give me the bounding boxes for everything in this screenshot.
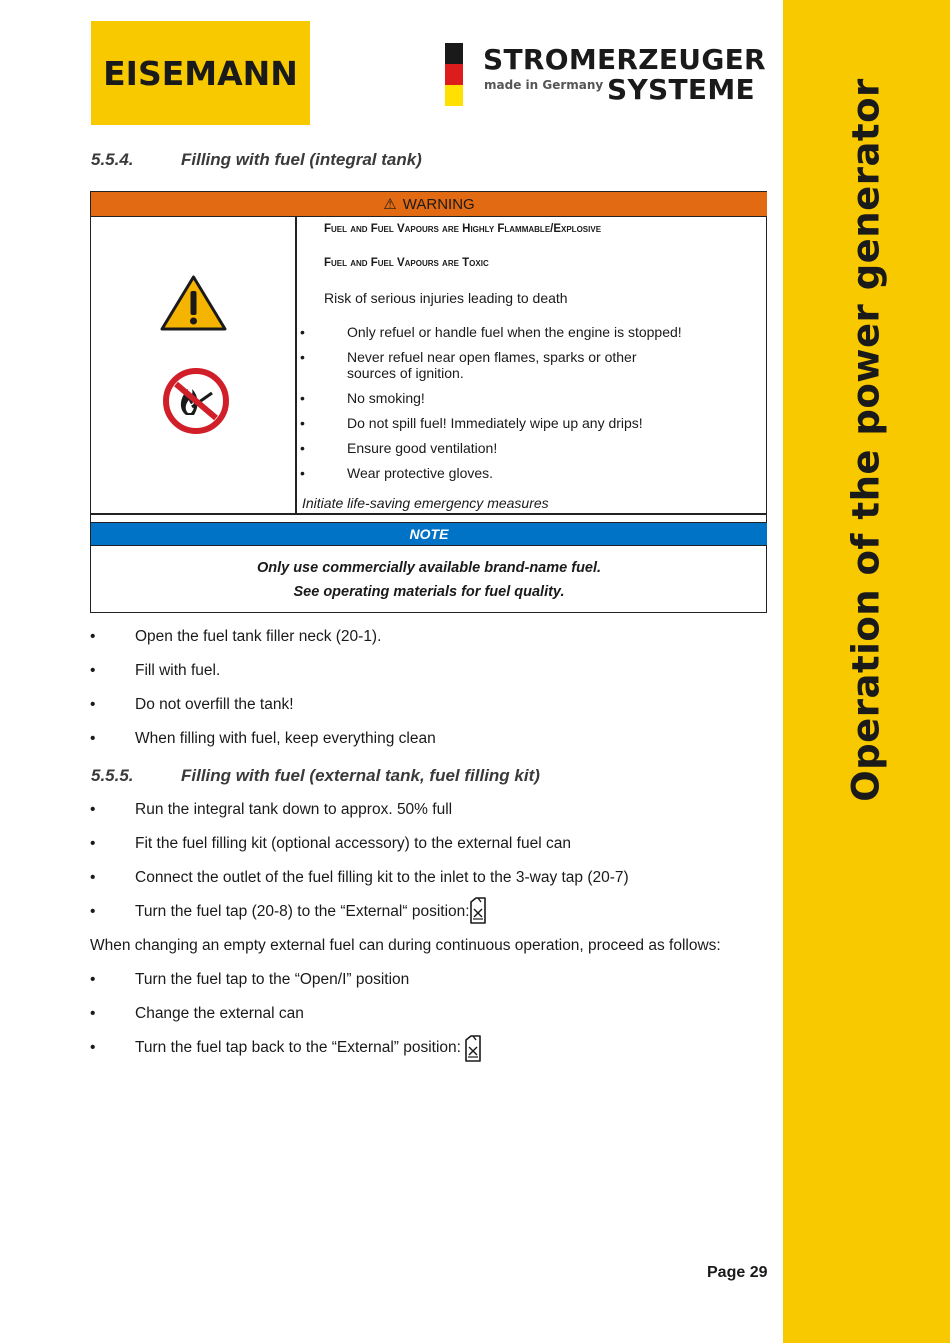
brand-subtitle: made in Germany <box>484 78 604 92</box>
list-item: When filling with fuel, keep everything clean <box>135 730 436 747</box>
bullet: • <box>90 801 96 818</box>
list-item: Fit the fuel filling kit (optional accessory) to the external fuel can <box>135 835 571 852</box>
section-554-title: Filling with fuel (integral tank) <box>181 150 422 169</box>
bullet: • <box>90 903 96 920</box>
warning-item: No smoking! <box>347 390 425 406</box>
page-number: Page 29 <box>707 1264 768 1281</box>
section-555-number: 5.5.5. <box>91 766 134 785</box>
bullet: • <box>300 415 305 431</box>
list-item: Run the integral tank down to approx. 50% full <box>135 801 453 818</box>
warning-triangle-icon <box>159 274 228 332</box>
note-header: NOTE <box>91 522 767 546</box>
german-flag-icon <box>445 43 463 106</box>
note-line: See operating materials for fuel quality. <box>293 584 565 600</box>
warning-footer: Initiate life-saving emergency measures <box>302 495 549 511</box>
bullet: • <box>300 440 305 456</box>
table-column-divider <box>295 217 297 514</box>
warning-header-label: WARNING <box>402 195 475 213</box>
warning-item: Only refuel or handle fuel when the engine is stopped! <box>347 324 682 340</box>
paragraph: When changing an empty external fuel can during continuous operation, proceed as follows: <box>90 937 721 954</box>
list-item: Connect the outlet of the fuel filling kit to the inlet to the 3-way tap (20-7) <box>135 869 629 886</box>
bullet: • <box>90 869 96 886</box>
flag-stripe-red <box>445 64 463 85</box>
no-open-flame-icon <box>162 367 230 435</box>
brand-line1: STROMERZEUGER <box>483 43 766 76</box>
bullet: • <box>300 349 305 365</box>
warning-risk-text: Risk of serious injuries leading to death <box>324 290 568 306</box>
bullet: • <box>90 696 96 713</box>
table-row-divider <box>91 513 767 515</box>
list-item: Do not overfill the tank! <box>135 696 294 713</box>
bullet: • <box>90 971 96 988</box>
list-item: Change the external can <box>135 1005 304 1022</box>
bullet: • <box>300 390 305 406</box>
note-line: Only use commercially available brand-name fuel. <box>256 560 602 576</box>
fuel-can-icon <box>468 897 488 925</box>
flag-stripe-gold <box>445 85 463 106</box>
flag-stripe-black <box>445 43 463 64</box>
list-item: Turn the fuel tap (20-8) to the “External“ position: <box>135 903 470 920</box>
bullet: • <box>300 465 305 481</box>
list-item: Open the fuel tank filler neck (20-1). <box>135 628 382 645</box>
section-555-title: Filling with fuel (external tank, fuel filling kit) <box>181 766 540 785</box>
bullet: • <box>90 628 96 645</box>
brand-line2: SYSTEME <box>607 73 755 106</box>
warning-item: Never refuel near open flames, sparks or other sources of ignition. <box>347 349 637 381</box>
side-title: Operation of the power generator <box>844 78 888 802</box>
list-item: Turn the fuel tap back to the “External” position: <box>135 1039 461 1056</box>
bullet: • <box>300 324 305 340</box>
warning-small-icon: ⚠ <box>383 196 397 213</box>
list-item: Turn the fuel tap to the “Open/I” position <box>135 971 410 988</box>
eisemann-logo: EISEMANN <box>91 21 310 125</box>
section-554-number: 5.5.4. <box>91 150 134 169</box>
bullet: • <box>90 1039 96 1056</box>
warning-header <box>91 192 767 217</box>
list-item: Fill with fuel. <box>135 662 221 679</box>
warning-item: Ensure good ventilation! <box>347 440 498 456</box>
warning-item: Wear protective gloves. <box>347 465 494 481</box>
bullet: • <box>90 1005 96 1022</box>
warning-caps-line: Fuel and Fuel Vapours are Highly Flammable/Explosive <box>324 223 602 235</box>
bullet: • <box>90 835 96 852</box>
fuel-can-icon <box>463 1035 483 1063</box>
warning-caps-line: Fuel and Fuel Vapours are Toxic <box>324 257 489 269</box>
warning-item: Do not spill fuel! Immediately wipe up any drips! <box>347 415 643 431</box>
bullet: • <box>90 730 96 747</box>
bullet: • <box>90 662 96 679</box>
